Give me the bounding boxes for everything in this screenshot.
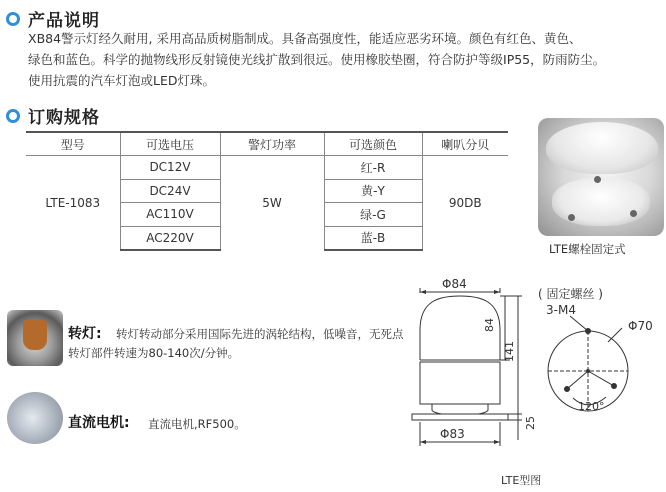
description-line: 绿色和蓝色。科学的抛物线形反射镜使光线扩散到很远。使用橡胶垫圈，符合防护等级IP55，防雨防尘。 (28, 52, 606, 67)
screw-hole (564, 386, 570, 392)
lamp-base-outline (412, 414, 508, 420)
color-cell: 蓝-B (324, 226, 422, 250)
screw-hole (611, 383, 617, 389)
lamp-body-outline (420, 362, 500, 404)
photo-caption: LTE螺栓固定式 (549, 242, 626, 256)
fixing-screw-label: ( 固定螺丝 ) (538, 287, 603, 301)
arrow (494, 440, 500, 444)
color-cell: 黄-Y (324, 179, 422, 203)
center-dot (586, 369, 590, 373)
section-title: 产品说明 (28, 11, 100, 31)
header-cell: 可选电压 (120, 132, 220, 156)
header-cell: 型号 (26, 132, 120, 156)
screw-hole (585, 328, 591, 334)
color-cell: 红-R (324, 156, 422, 180)
arrow (494, 290, 500, 294)
drawing-caption: LTE型图 (501, 474, 542, 487)
screw-spec-label: 3-M4 (546, 303, 576, 317)
voltage-cell: AC110V (120, 203, 220, 227)
rotating-label: 转灯: (68, 326, 102, 342)
dim-label-84: 84 (483, 318, 496, 332)
model-cell: LTE-1083 (45, 195, 101, 210)
dim-label-top: Φ84 (442, 277, 467, 291)
dim-label-141: 141 (503, 341, 516, 362)
voltage-cell: DC24V (120, 179, 220, 203)
lamp-neck-outline (432, 404, 488, 414)
voltage-cell: AC220V (120, 226, 220, 250)
decibel-cell: 90DB (422, 156, 508, 250)
description-line: 使用抗震的汽车灯泡或LED灯珠。 (28, 73, 215, 88)
header-cell: 警灯功率 (220, 132, 324, 156)
leader-line (570, 316, 588, 331)
voltage-cell: DC12V (120, 156, 220, 180)
angle-line (567, 371, 588, 389)
description-line: XB84警示灯经久耐用, 采用高品质树脂制成。具备高强度性，能适应恶劣环境。颜色有红色、黄色、 (28, 31, 582, 46)
dim-label-bottom: Φ83 (440, 427, 465, 441)
motor-label: 直流电机: (68, 415, 130, 431)
rotating-text-line: 转灯部件转速为80-140次/分钟。 (68, 346, 240, 360)
dim-label-70: Φ70 (628, 319, 653, 333)
dim-label-25: 25 (524, 416, 537, 430)
rotating-text-line: 转灯转动部分采用国际先进的涡轮结构，低噪音，无死点 (116, 327, 404, 341)
color-cell: 绿-G (324, 203, 422, 227)
angle-line (588, 371, 614, 386)
leader-line (608, 328, 622, 342)
header-cell: 可选颜色 (324, 132, 422, 156)
motor-text: 直流电机,RF500。 (148, 417, 246, 431)
power-cell: 5W (220, 156, 324, 250)
arrow (420, 440, 426, 444)
header-cell: 喇叭分贝 (422, 132, 508, 156)
section-title: 订购规格 (28, 108, 100, 128)
angle-label: 120° (578, 400, 605, 413)
arrow (420, 290, 426, 294)
